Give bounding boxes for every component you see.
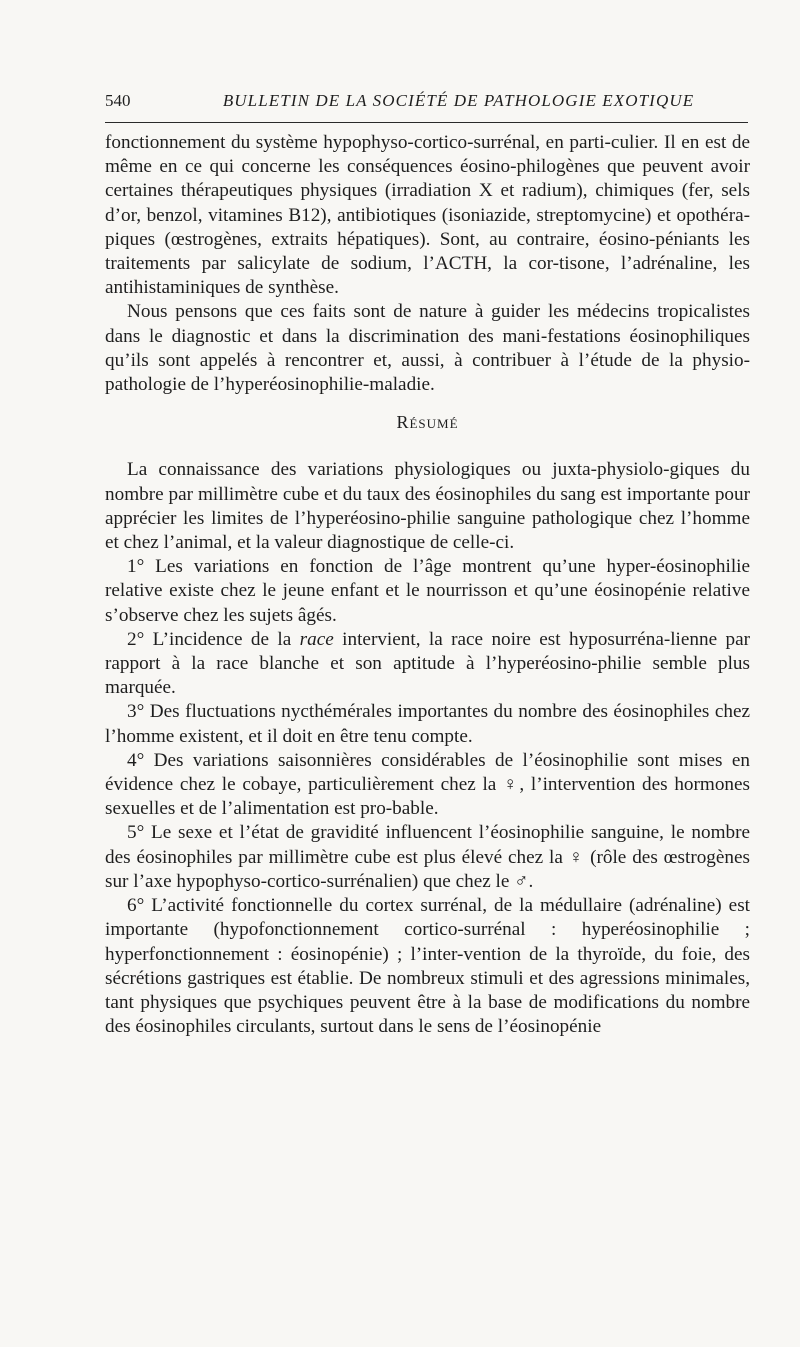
page-number: 540 <box>105 91 131 110</box>
resume-item-6: 6° L’activité fonctionnelle du cortex surrénal, de la médullaire (adrénaline) est importante (hypofonctionnement cortico-surrénal : hyperéosinophilie ; hyperfonctionnement : éosinopénie) ; l’inter-vention de la thyroïde, du foie, des sécrétions gastriques est établie. De nombreux stimuli et des agressions minimales, tant physiques que psychiques peuvent être à la base de modifications du nombre des éosinophiles circulants, surtout dans le sens de l’éosinopénie <box>105 895 750 1038</box>
header-rule <box>105 122 748 123</box>
item-text: 2° L’incidence de la <box>127 628 292 650</box>
resume-item-5: 5° Le sexe et l’état de gravidité influencent l’éosinophilie sanguine, le nombre des éosinophiles par millimètre cube est plus élevé chez la ♀ (rôle des œstrogènes sur l’axe hypophyso-cortico-surrénalien) que chez le ♂. <box>105 822 750 892</box>
resume-item-4: 4° Des variations saisonnières considérables de l’éosinophilie sont mises en évidence chez le cobaye, particulièrement chez la ♀, l’intervention des hormones sexuelles et de l’alimentation est pro-bable. <box>105 749 750 820</box>
resume-item-2 <box>105 628 750 701</box>
body-text <box>105 131 750 1039</box>
section-heading: Résumé <box>396 412 459 433</box>
page-header <box>105 91 748 119</box>
paragraph: fonctionnement du système hypophyso-cortico-surrénal, en parti-culier. Il en est de même en ce qui concerne les conséquences éosino-philogènes que peuvent avoir certaines thérapeutiques physiques (irradiation X et radium), chimiques (fer, sels d’or, benzol, vitamines B12), antibiotiques (isoniazide, streptomycine) et opothéra-piques (œstrogènes, extraits hépatiques). Sont, au contraire, éosino-péniants les traitements par salicylate de sodium, l’ACTH, la cor-tisone, l’adrénaline, les antihistaminiques de synthèse. <box>105 132 750 299</box>
item-text: intervient, la race noire est hyposurréna-lienne par rapport à la race blanche et son aptitude à l’hyperéosino-philie semble plus marquée. <box>105 628 751 699</box>
resume-item-1: 1° Les variations en fonction de l’âge montrent qu’une hyper-éosinophilie relative existe chez le jeune enfant et le nourrisson et qu’une éosinopénie relative s’observe chez les sujets âgés. <box>105 556 750 626</box>
running-head: BULLETIN DE LA SOCIÉTÉ DE PATHOLOGIE EXOTIQUE <box>222 91 695 110</box>
resume-item-3: 3° Des fluctuations nycthémérales importantes du nombre des éosinophiles chez l’homme existent, et il doit en être tenu compte. <box>105 701 750 747</box>
resume-paragraph: La connaissance des variations physiologiques ou juxta-physiolo-giques du nombre par millimètre cube et du taux des éosinophiles du sang est importante pour apprécier les limites de l’hyperéosino-philie sanguine pathologique chez l’homme et chez l’animal, et la valeur diagnostique de celle-ci. <box>105 459 750 554</box>
emphasis-race: race <box>299 628 334 650</box>
paragraph: Nous pensons que ces faits sont de nature à guider les médecins tropicalistes dans le diagnostic et dans la discrimination des mani-festations éosinophiliques qu’ils sont appelés à rencontrer et, aussi, à contribuer à l’étude de la physio-pathologie de l’hyperéosinophilie-maladie. <box>105 301 750 396</box>
